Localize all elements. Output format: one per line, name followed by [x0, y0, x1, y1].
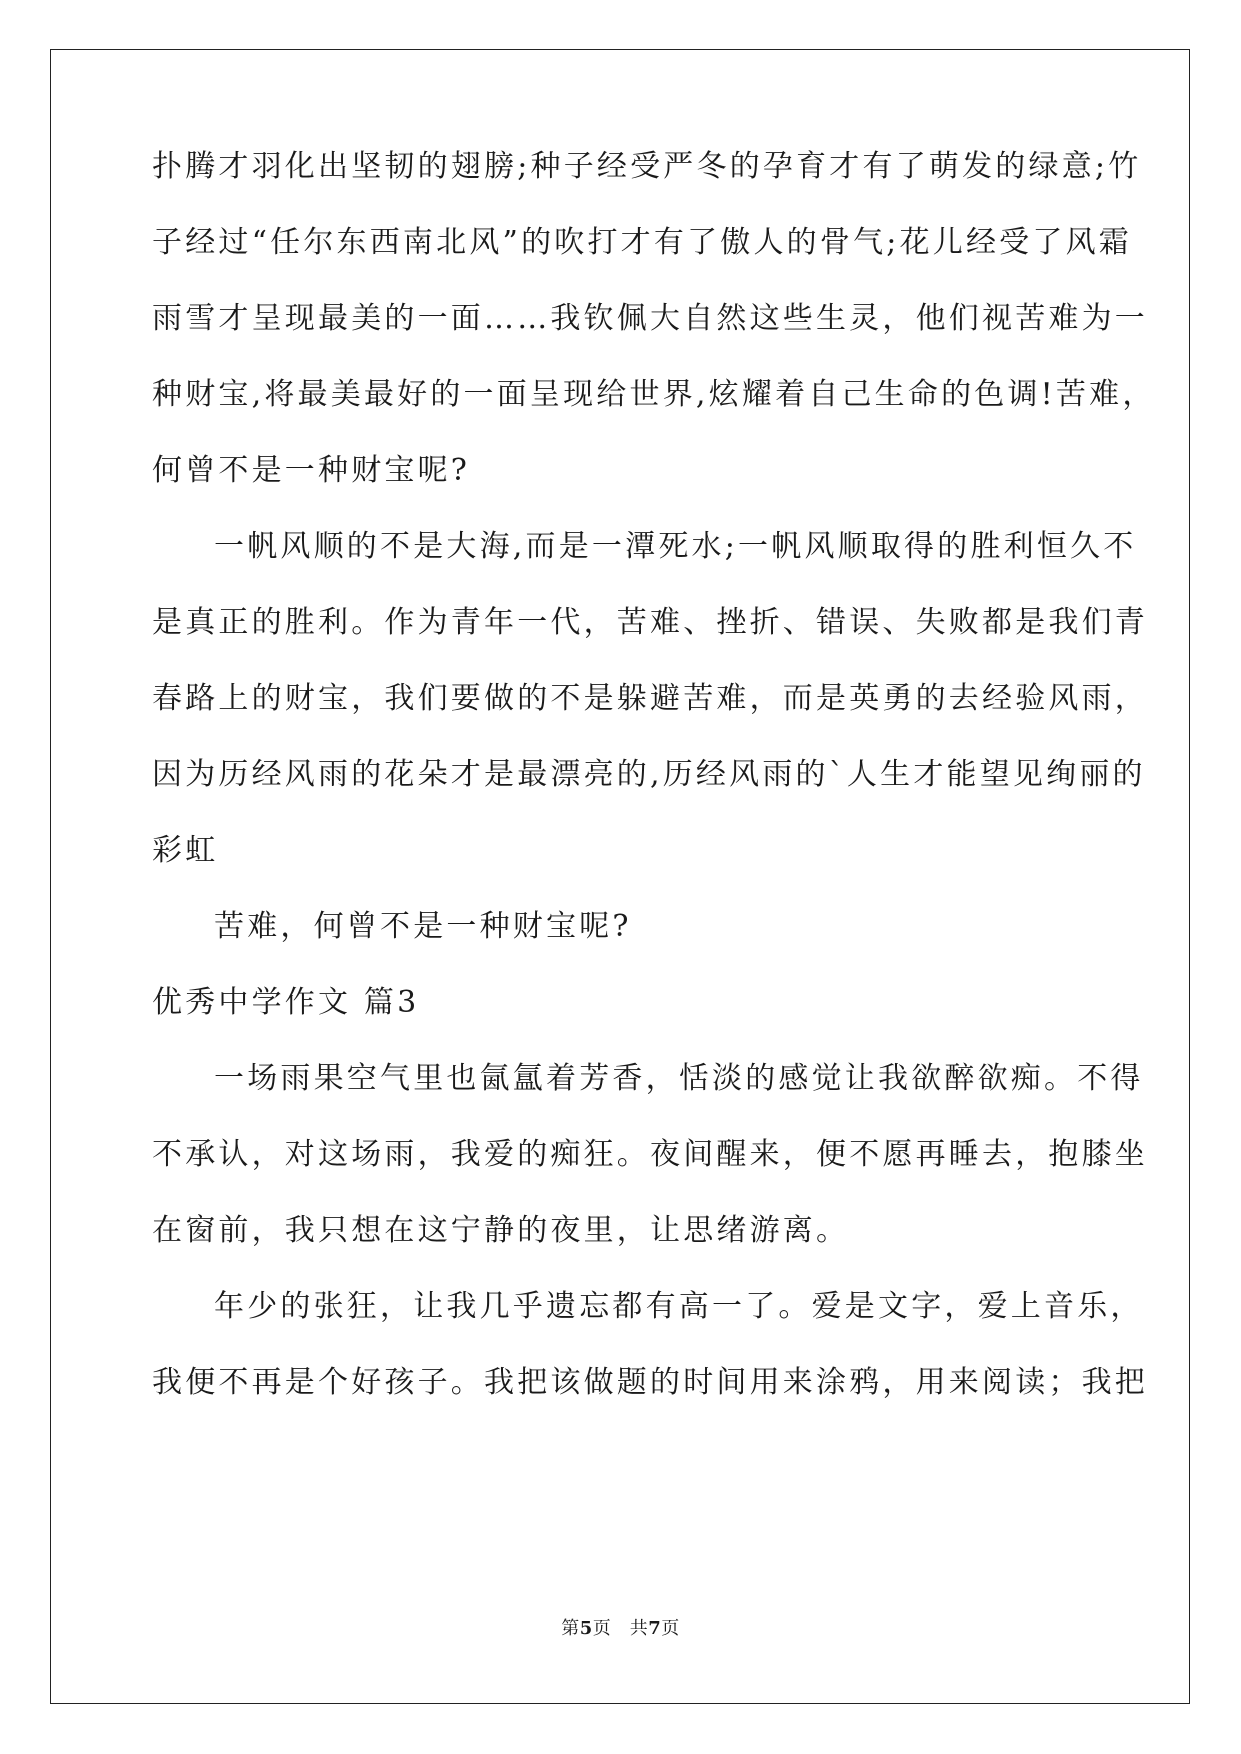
text-line: 是真正的胜利。作为青年一代，苦难、挫折、错误、失败都是我们青 — [152, 605, 1148, 640]
text-line: 因为历经风雨的花朵才是最漂亮的,历经风雨的`人生才能望见绚丽的 — [152, 757, 1146, 792]
page-footer — [0, 1617, 1241, 1641]
footer-suffix: 页 — [661, 1618, 680, 1639]
paragraph-start-line: 苦难，何曾不是一种财宝呢? — [214, 909, 632, 944]
page-border — [50, 49, 1190, 1704]
text-line: 在窗前，我只想在这宁静的夜里，让思绪游离。 — [152, 1213, 850, 1248]
section-heading: 优秀中学作文 篇3 — [152, 985, 420, 1020]
text-line: 雨雪才呈现最美的一面……我钦佩大自然这些生灵，他们视苦难为一 — [152, 301, 1148, 336]
text-line: 何曾不是一种财宝呢? — [152, 453, 471, 488]
text-line: 春路上的财宝，我们要做的不是躲避苦难，而是英勇的去经验风雨， — [152, 681, 1148, 716]
text-line: 扑腾才羽化出坚韧的翅膀;种子经受严冬的孕育才有了萌发的绿意;竹 — [152, 149, 1142, 184]
text-line: 不承认，对这场雨，我爱的痴狂。夜间醒来，便不愿再睡去，抱膝坐 — [152, 1137, 1148, 1172]
text-line: 种财宝,将最美最好的一面呈现给世界,炫耀着自己生命的色调!苦难， — [152, 377, 1156, 412]
total-pages-number: 7 — [648, 1618, 662, 1639]
text-line: 我便不再是个好孩子。我把该做题的时间用来涂鸦，用来阅读；我把 — [152, 1365, 1148, 1400]
paragraph-start-line: 年少的张狂，让我几乎遗忘都有高一了。爱是文字，爱上音乐， — [214, 1289, 1144, 1324]
footer-prefix: 第 — [561, 1618, 580, 1639]
text-line: 子经过“任尔东西南北风”的吹打才有了傲人的骨气;花儿经受了风霜 — [152, 225, 1132, 260]
paragraph-start-line: 一帆风顺的不是大海,而是一潭死水;一帆风顺取得的胜利恒久不 — [214, 529, 1137, 564]
paragraph-start-line: 一场雨果空气里也氤氲着芳香，恬淡的感觉让我欲醉欲痴。不得 — [214, 1061, 1144, 1096]
text-line: 彩虹 — [152, 833, 219, 868]
footer-middle: 页 共 — [592, 1618, 649, 1639]
current-page-number: 5 — [579, 1618, 593, 1639]
